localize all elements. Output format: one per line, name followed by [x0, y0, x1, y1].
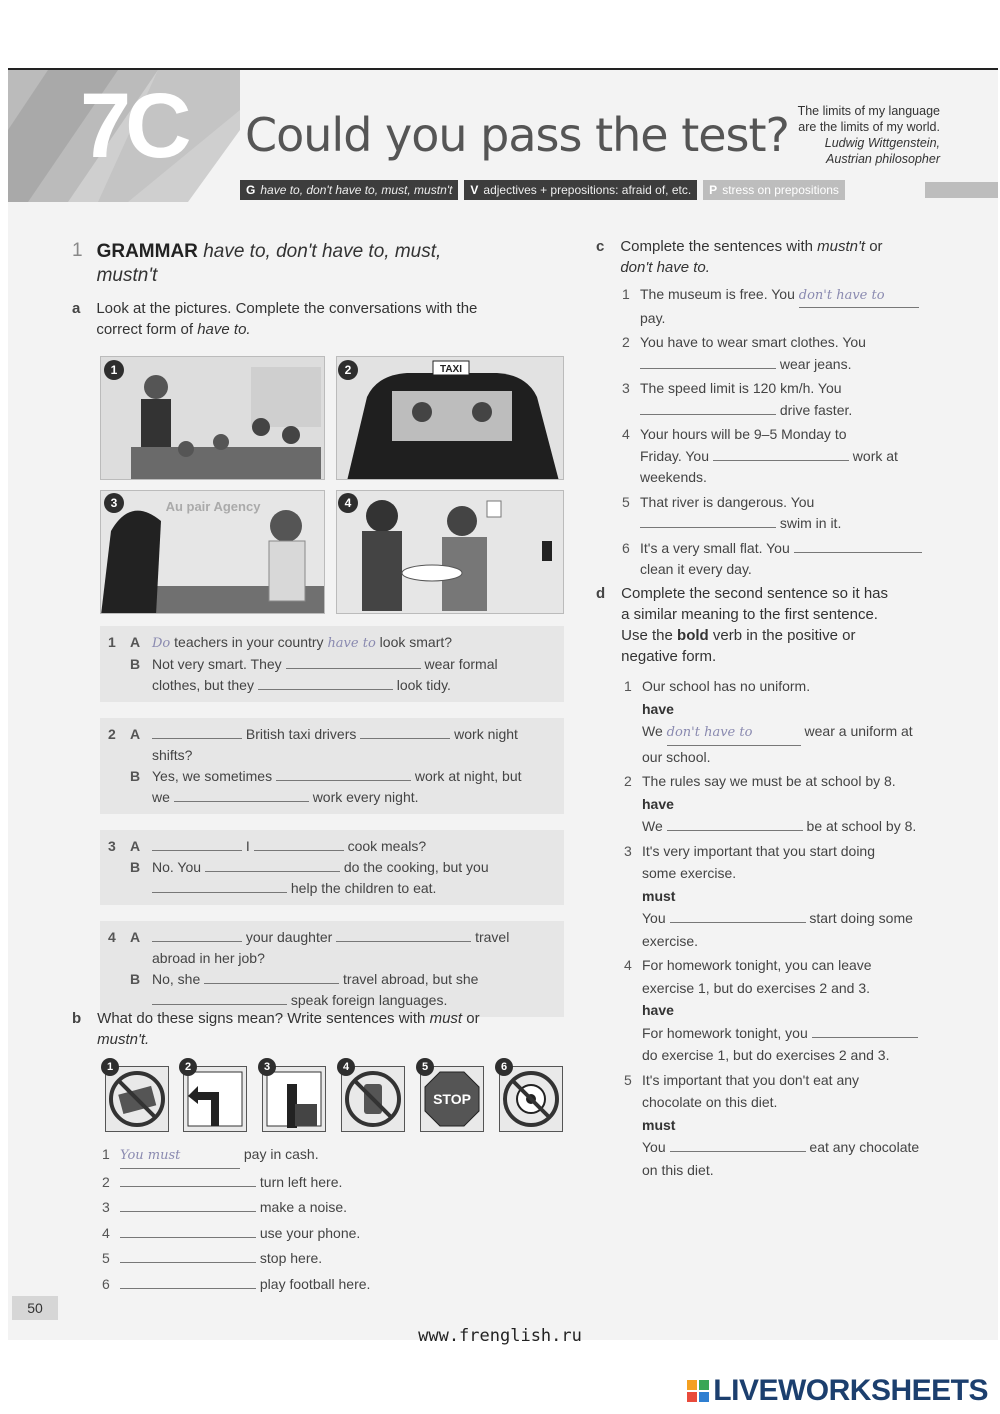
picture-taxi: [336, 356, 564, 480]
section-number: 1: [72, 240, 83, 261]
sign-no-credit-card: [105, 1066, 169, 1132]
answer-blank[interactable]: [336, 927, 471, 942]
answer-blank[interactable]: [120, 1248, 256, 1263]
part-d: d Complete the second sentence so it has a similar meaning to the first sentence. Use the bold verb in the positive or negative form. 1 Our school has no uniform. have We don't have to wear a uniform at our school. 2 The rules say we must be at school by 8. have We be at school by 8. 3 It's very important that you start doing some exercise. must You start doing some exercise. 4 For homework tonight, you can leave exercise 1, but do exercises 2 and 3. have For homework tonight, you do exercise 1, but do exercises 2 and 3. 5 It's important that you don't eat any chocolate on this diet. must You eat any chocolate on this diet.: [596, 585, 920, 1178]
sign-number: 1: [101, 1058, 119, 1076]
answer-blank[interactable]: [152, 724, 242, 739]
liveworksheets-icon: [687, 1380, 709, 1402]
answer-example: don't have to: [798, 288, 885, 303]
answer-blank[interactable]: [812, 1023, 918, 1038]
answer-blank[interactable]: [254, 836, 344, 851]
topic-tags: [240, 180, 845, 200]
part-a-instructions: Look at the pictures. Complete the conversations with the correct form of have to.: [96, 300, 478, 338]
sign-number: 3: [258, 1058, 276, 1076]
picture-number: 4: [338, 493, 358, 513]
part-d-instructions: Complete the second sentence so it has a similar meaning to the first sentence. Use the bold verb in the positive or negative form.: [621, 585, 889, 665]
answer-blank[interactable]: [120, 1274, 256, 1289]
conversations: [100, 626, 564, 1033]
quote: The limits of my language are the limits of my world. Ludwig Wittgenstein, Austrian philosopher: [797, 104, 940, 166]
pronunciation-tag: P stress on prepositions: [703, 180, 845, 200]
answer-blank[interactable]: [667, 816, 803, 831]
sign-turn-left: [183, 1066, 247, 1132]
sign-no-football: [499, 1066, 563, 1132]
answer-blank[interactable]: [152, 836, 242, 851]
part-c-label: c: [596, 238, 605, 255]
answer-blank[interactable]: [286, 654, 421, 669]
answer-blank[interactable]: [152, 878, 287, 893]
left-column: [72, 240, 562, 340]
sign-number: 5: [416, 1058, 434, 1076]
sign-no-phone: [341, 1066, 405, 1132]
part-b-items: 1 You must pay in cash. 2 turn left here. 3 make a noise. 4 use your phone. 5 stop here. 6 play football here.: [102, 1143, 422, 1298]
conversation-4: 4 A your daughter travel abroad in her job? B No, she travel abroad, but she speak foreign languages.: [100, 921, 564, 1017]
site-url[interactable]: www.frenglish.ru: [418, 1326, 582, 1346]
answer-blank[interactable]: [713, 446, 849, 461]
part-a-label: a: [72, 300, 81, 317]
liveworksheets-logo[interactable]: LIVEWORKSHEETS: [687, 1374, 988, 1408]
answer-example: You must: [120, 1148, 181, 1163]
vocabulary-tag: V adjectives + prepositions: afraid of, etc.: [464, 180, 697, 200]
answer-blank[interactable]: [794, 538, 922, 553]
part-b-instructions: What do these signs mean? Write sentences with must or mustn't.: [97, 1010, 480, 1048]
answer-blank[interactable]: [120, 1197, 256, 1212]
sign-number: 2: [179, 1058, 197, 1076]
answer-blank[interactable]: [205, 857, 340, 872]
answer-blank[interactable]: [152, 990, 287, 1005]
agency-sign-text: Au pair Agency: [165, 499, 261, 514]
picture-agency: [100, 490, 325, 614]
section-title: GRAMMAR have to, don't have to, must, mustn't: [96, 241, 442, 286]
answer-blank[interactable]: [360, 724, 450, 739]
picture-number: 3: [104, 493, 124, 513]
conversation-1: 1 A Do teachers in your country have to look smart? B Not very smart. They wear formal clothes, but they look tidy.: [100, 626, 564, 702]
conversation-2: 2 A British taxi drivers work night shifts? B Yes, we sometimes work at night, but we work every night.: [100, 718, 564, 814]
part-b-label: b: [72, 1010, 82, 1027]
part-c-instructions: Complete the sentences with mustn't or don't have to.: [620, 238, 883, 276]
answer-blank[interactable]: [640, 400, 776, 415]
answer-blank[interactable]: [174, 787, 309, 802]
picture-number: 1: [104, 360, 124, 380]
taxi-sign-text: TAXI: [439, 364, 463, 375]
answer-example: Do: [152, 636, 171, 651]
answer-blank[interactable]: [640, 354, 776, 369]
answer-blank[interactable]: [276, 766, 411, 781]
answer-blank[interactable]: [152, 927, 242, 942]
answer-blank[interactable]: [258, 675, 393, 690]
stop-text: STOP: [433, 1091, 471, 1107]
tag-divider: [925, 182, 998, 198]
answer-example: have to: [327, 636, 376, 651]
conversation-3: 3 A I cook meals? B No. You do the cooking, but you help the children to eat.: [100, 830, 564, 905]
part-b: [72, 1008, 562, 1050]
grammar-tag: G have to, don't have to, must, mustn't: [240, 180, 458, 200]
sign-number: 4: [337, 1058, 355, 1076]
unit-number: 7C: [80, 75, 186, 177]
picture-classroom: [100, 356, 325, 480]
picture-number: 2: [338, 360, 358, 380]
page-number: 50: [12, 1296, 58, 1320]
answer-blank[interactable]: [120, 1223, 256, 1238]
sign-stop: [420, 1066, 484, 1132]
picture-restaurant: [336, 490, 564, 614]
answer-blank[interactable]: [204, 969, 339, 984]
answer-blank[interactable]: [670, 1137, 806, 1152]
part-c: c Complete the sentences with mustn't or don't have to. 1 The museum is free. You don't have to pay. 2 You have to wear smart clothes. You wear jeans. 3 The speed limit is 120 km/h. You drive faster. 4 Your hours will be 9–5 Monday to Friday. You work at weekends. 5 That river is dangerous. You swim in it. 6 It's a very small flat. You clean it every day.: [596, 236, 946, 584]
answer-blank[interactable]: [640, 513, 776, 528]
page-title: Could you pass the test?: [245, 108, 789, 162]
part-d-label: d: [596, 585, 606, 602]
answer-blank[interactable]: [670, 908, 806, 923]
answer-example: don't have to: [666, 725, 753, 740]
sign-number: 6: [495, 1058, 513, 1076]
sign-quiet: [262, 1066, 326, 1132]
answer-blank[interactable]: [120, 1172, 256, 1187]
